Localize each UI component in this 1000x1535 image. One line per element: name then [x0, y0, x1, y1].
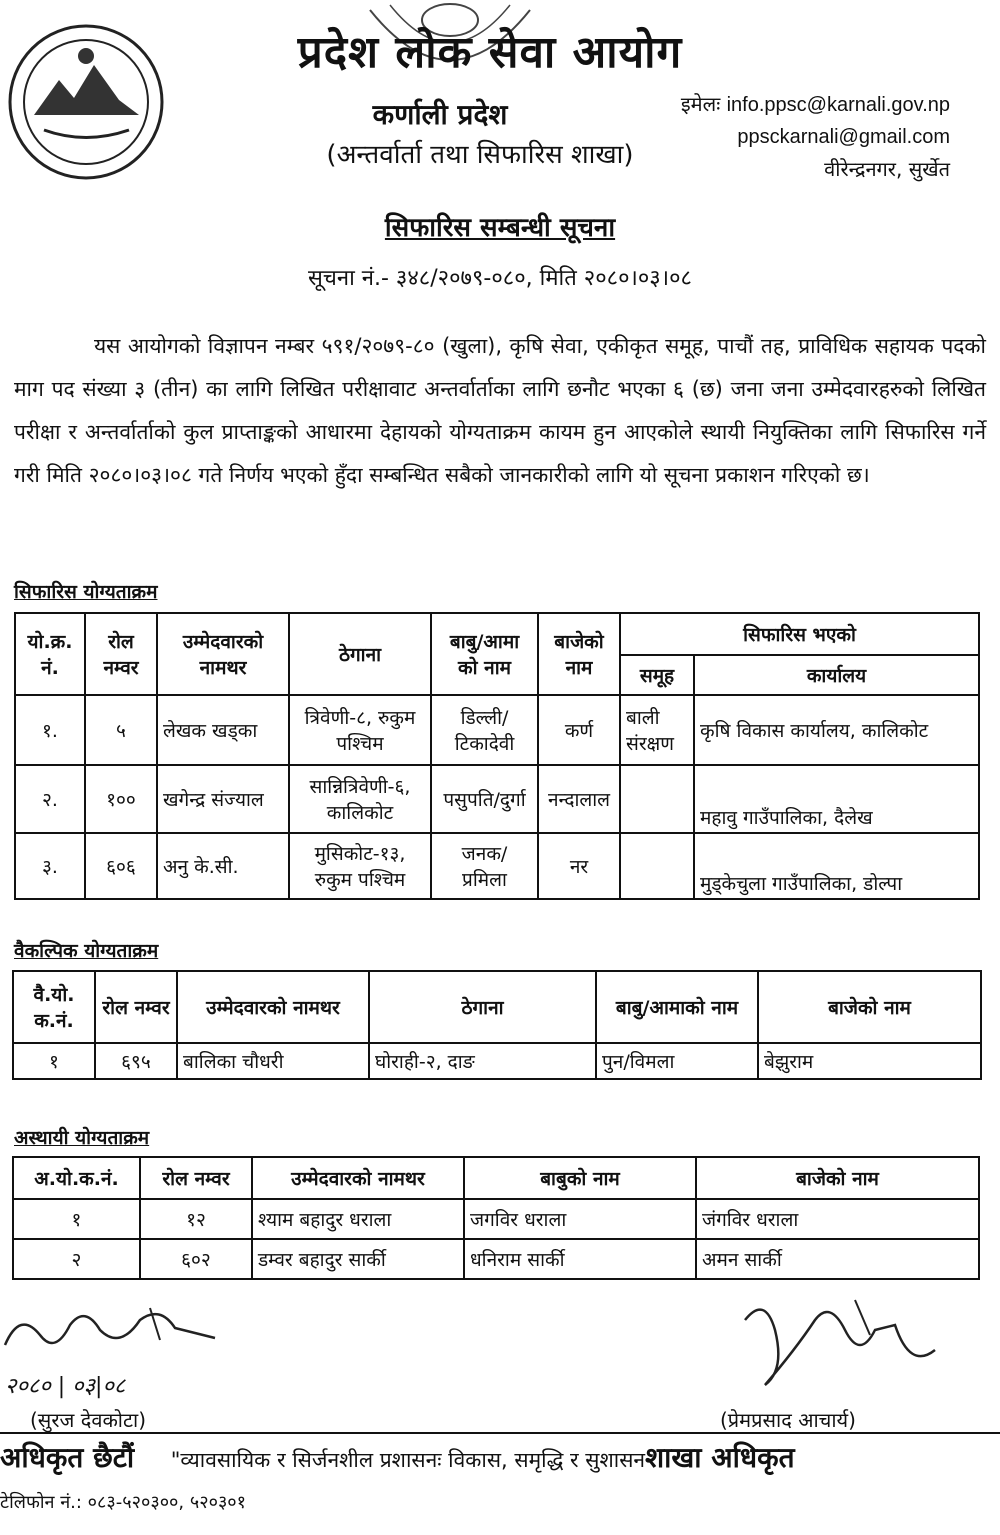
cell-roll: १०० [85, 765, 157, 833]
cell-name: श्याम बहादुर धराला [252, 1199, 464, 1239]
cell-parents: पसुपति/दुर्गा [431, 765, 538, 833]
right-signatory-name: (प्रेमप्रसाद आचार्य) [720, 1408, 856, 1432]
cell-roll: ६९५ [95, 1043, 177, 1079]
cell-office: महावु गाउँपालिका, दैलेख [694, 765, 979, 833]
recommended-table [14, 612, 980, 900]
table-row [15, 765, 979, 833]
col-address: ठेगाना [369, 971, 596, 1043]
col-sn: वै.यो. क.नं. [13, 971, 95, 1043]
cell-office: मुड्केचुला गाउँपालिका, डोल्पा [694, 833, 979, 899]
cell-name: बालिका चौधरी [177, 1043, 369, 1079]
cell-name: लेखक खड्का [157, 695, 289, 765]
signature-scribble-left [0, 1300, 240, 1375]
cell-grandfather: अमन सार्की [696, 1239, 979, 1279]
col-parents: बाबु/आमाको नाम [596, 971, 758, 1043]
cell-name: अनु के.सी. [157, 833, 289, 899]
temporary-table [12, 1156, 980, 1280]
province-name: कर्णाली प्रदेश [372, 98, 508, 131]
cell-address: त्रिवेणी-८, रुकुम पश्चिम [289, 695, 431, 765]
col-roll: रोल नम्वर [85, 613, 157, 695]
footer-slogan: "व्यावसायिक र सिर्जनशील प्रशासनः विकास, समृद्धि र सुशासन [170, 1448, 646, 1472]
right-signature [735, 1290, 955, 1410]
col-sn: यो.क्र. नं. [15, 613, 85, 695]
cell-roll: ६०६ [85, 833, 157, 899]
temporary-section-title: अस्थायी योग्यताक्रम [14, 1127, 150, 1149]
col-office: कार्यालय [694, 655, 979, 695]
cell-father: धनिराम सार्की [464, 1239, 696, 1279]
recommended-section-title: सिफारिस योग्यताक्रम [14, 581, 158, 603]
cell-grandfather: बेझुराम [758, 1043, 981, 1079]
cell-address: मुसिकोट-१३, रुकुम पश्चिम [289, 833, 431, 899]
cell-father: जगविर धराला [464, 1199, 696, 1239]
notice-reference: सूचना नं.- ३४८/२०७९-०८०, मिति २०८०।०३।०८ [308, 266, 692, 291]
col-grandfather: बाजेको नाम [758, 971, 981, 1043]
commission-title: प्रदेश लोक सेवा आयोग [297, 27, 683, 78]
col-name: उम्मेदवारको नामथर [252, 1157, 464, 1199]
signature-date: २०८० | ०३|०८ [5, 1374, 126, 1399]
col-father: बाबुको नाम [464, 1157, 696, 1199]
col-parents: बाबु/आमा को नाम [431, 613, 538, 695]
cell-address: सान्नित्रिवेणी-६, कालिकोट [289, 765, 431, 833]
col-name: उम्मेदवारको नामथर [177, 971, 369, 1043]
footer-divider [0, 1432, 1000, 1434]
footer-phone: टेलिफोन नं.: ०८३-५२०३००, ५२०३०१ [0, 1492, 247, 1513]
col-address: ठेगाना [289, 613, 431, 695]
cell-sn: २ [13, 1239, 140, 1279]
email-secondary[interactable]: ppsckarnali@gmail.com [737, 126, 950, 148]
cell-roll: ५ [85, 695, 157, 765]
table-row [13, 1239, 979, 1279]
col-roll: रोल नम्वर [95, 971, 177, 1043]
cell-roll: ६०२ [140, 1239, 252, 1279]
footer-left-designation: अधिकृत छैटौं [0, 1441, 135, 1474]
left-signatory-name: (सुरज देवकोटा) [30, 1408, 147, 1432]
cell-sn: १. [15, 695, 85, 765]
col-name: उम्मेदवारको नामथर [157, 613, 289, 695]
col-group: समूह [620, 655, 694, 695]
office-address: वीरेन्द्रनगर, सुर्खेत [824, 157, 950, 181]
cell-sn: १ [13, 1043, 95, 1079]
notice-body: यस आयोगको विज्ञापन नम्बर ५९१/२०७९-८० (खुला), कृषि सेवा, एकीकृत समूह, पाचौं तह, प्राविधिक सहायक पदको माग पद संख्या ३ (तीन) का लागि लिखित परीक्षावाट अन्तर्वार्ताका लागि छनौट भएका ६ (छ) जना जना उम्मेदवारहरुको लिखित परीक्षा र अन्तर्वार्ताको कुल प्राप्ताङ्कको आधारमा देहायको योग्यताक्रम कायम हुन आएकोले स्थायी नियुक्तिका लागि सिफारिस गर्ने गरी मिति २०८०।०३।०८ गते निर्णय भएको हुँदा सम्बन्धित सबैको जानकारीको लागि यो सूचना प्रकाशन गरिएको छ। [14, 334, 986, 487]
table-row [13, 1199, 979, 1239]
col-roll: रोल नम्वर [140, 1157, 252, 1199]
cell-group: बाली संरक्षण [620, 695, 694, 765]
email-primary[interactable]: info.ppsc@karnali.gov.np [726, 94, 950, 116]
notice-title: सिफारिस सम्बन्धी सूचना [384, 213, 616, 243]
cell-parents: डिल्ली/ टिकादेवी [431, 695, 538, 765]
email-label: इमेलः [680, 92, 721, 116]
cell-office: कृषि विकास कार्यालय, कालिकोट [694, 695, 979, 765]
cell-grandfather: कर्ण [538, 695, 620, 765]
cell-roll: १२ [140, 1199, 252, 1239]
footer-right-designation: शाखा अधिकृत [645, 1441, 795, 1474]
contact-block [630, 88, 950, 185]
commission-emblem [4, 20, 169, 184]
cell-sn: २. [15, 765, 85, 833]
col-recommended: सिफारिस भएको [620, 613, 979, 655]
alternate-section-title: वैकल्पिक योग्यताक्रम [14, 940, 159, 962]
branch-name: (अन्तर्वार्ता तथा सिफारिस शाखा) [326, 140, 634, 170]
cell-parents: पुन/विमला [596, 1043, 758, 1079]
left-signature [0, 1300, 240, 1410]
cell-name: खगेन्द्र संज्याल [157, 765, 289, 833]
table-row [13, 1043, 981, 1079]
table-row [15, 695, 979, 765]
cell-sn: ३. [15, 833, 85, 899]
col-sn: अ.यो.क.नं. [13, 1157, 140, 1199]
cell-group [620, 833, 694, 899]
cell-address: घोराही-२, दाङ [369, 1043, 596, 1079]
cell-name: डम्वर बहादुर सार्की [252, 1239, 464, 1279]
table-row [15, 833, 979, 899]
alternate-table [12, 970, 982, 1080]
col-grandfather: बाजेको नाम [696, 1157, 979, 1199]
cell-parents: जनक/ प्रमिला [431, 833, 538, 899]
cell-grandfather: नर [538, 833, 620, 899]
col-grandfather: बाजेको नाम [538, 613, 620, 695]
footer-designations [0, 1438, 1000, 1476]
cell-grandfather: नन्दालाल [538, 765, 620, 833]
cell-grandfather: जंगविर धराला [696, 1199, 979, 1239]
cell-group [620, 765, 694, 833]
cell-sn: १ [13, 1199, 140, 1239]
